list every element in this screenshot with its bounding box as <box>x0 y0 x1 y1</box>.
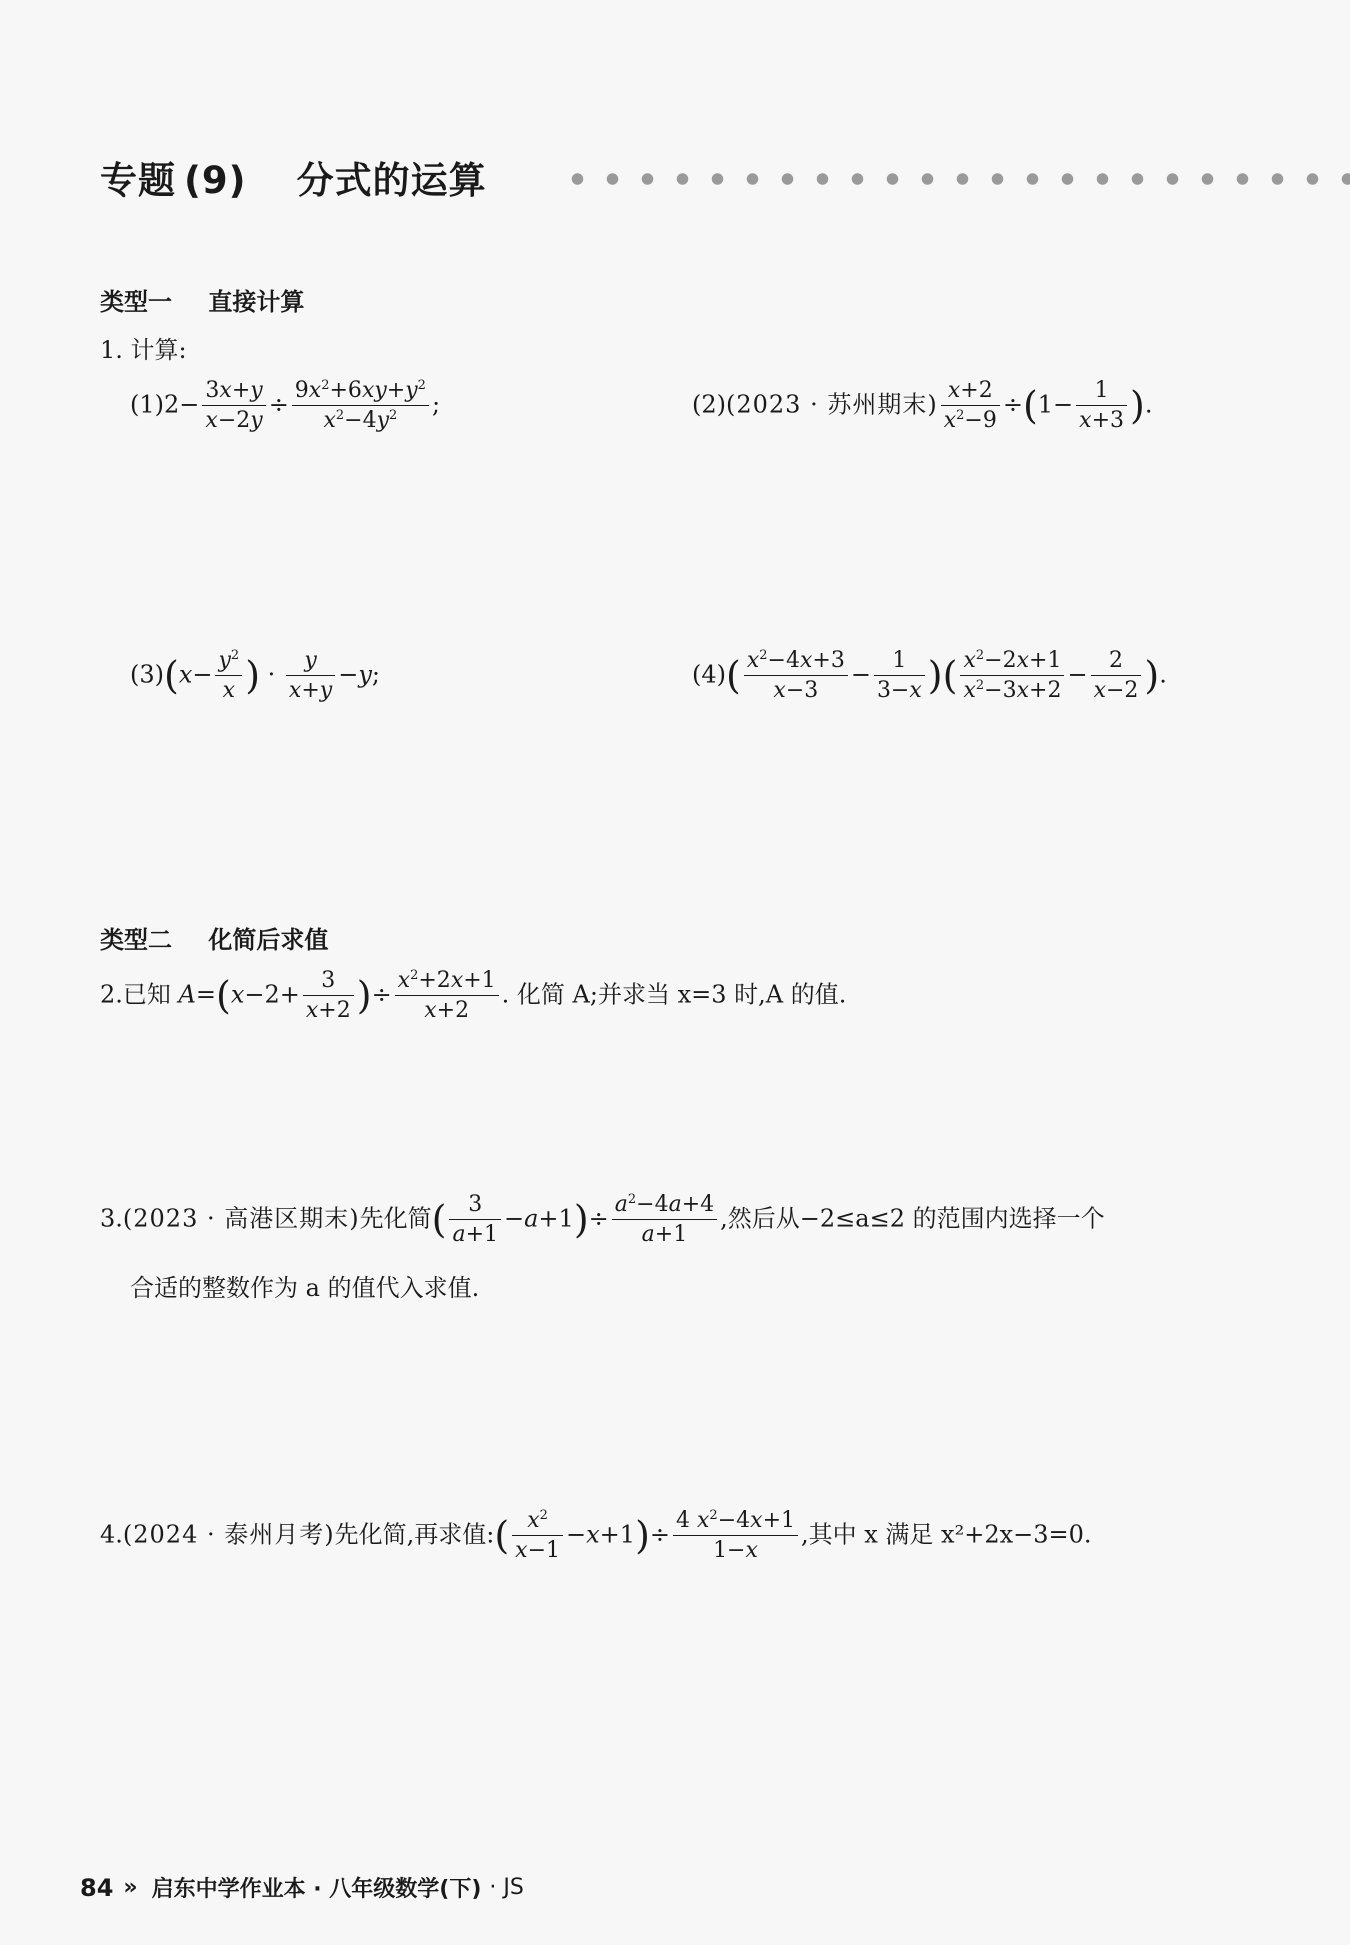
question-1-part-3: (3)(x− $\frac{y^2}{x}$ ) · $\frac{y}{x+y}$ −y; <box>130 648 380 704</box>
section-heading-1 <box>100 282 304 317</box>
page-number: 84 <box>80 1873 114 1902</box>
question-3: 3.(2023 · 高港区期末)先化简( $\frac{3}{a+1}$ −a+1)÷ $\frac{a^2-4a+4}{a+1}$ ,然后从−2≤a≤2 的范围内选择一个 <box>100 1192 1105 1248</box>
question-lead: 已知 <box>122 980 171 1009</box>
fraction: $\frac{y^2}{x}$ <box>215 648 242 704</box>
part-label: (4) <box>692 660 726 689</box>
question-1-part-1: (1)2− $\frac{3x+y}{x-2y}$ ÷ $\frac{9x^2+6xy+y^2}{x^2-4y^2}$ ; <box>130 378 441 434</box>
edition-tag: · JS <box>489 1875 524 1900</box>
fraction: $\frac{1}{3-x}$ <box>874 648 925 704</box>
question-number: 2. <box>100 980 123 1009</box>
question-1-stem: 1. 计算: <box>100 336 187 364</box>
question-1-part-2: (2)(2023 · 苏州期末) $\frac{x+2}{x^2-9}$ ÷(1− $\frac{1}{x+3}$ ). <box>692 378 1153 434</box>
section-label: 类型二 <box>100 926 172 954</box>
question-3-continuation: 合适的整数作为 a 的值代入求值. <box>130 1274 480 1302</box>
section-title: 化简后求值 <box>208 926 329 954</box>
question-number: 3. <box>100 1204 123 1233</box>
question-lead: 先化简,再求值: <box>334 1520 495 1549</box>
fraction: $\frac{x^2-4x+3}{x-3}$ <box>744 648 848 704</box>
question-2: 2.已知 A=(x−2+ $\frac{3}{x+2}$ )÷ $\frac{x^2+2x+1}{x+2}$ . 化简 A;并求当 x=3 时,A 的值. <box>100 968 847 1024</box>
question-4: 4.(2024 · 泰州月考)先化简,再求值:( $\frac{x^2}{x-1}$ −x+1)÷ $\frac{4 x^2-4x+1}{1-x}$ ,其中 x 满足 x²+2x−3=0. <box>100 1508 1092 1564</box>
question-number: 4. <box>100 1520 123 1549</box>
page-title <box>100 150 487 204</box>
fraction: $\frac{3}{x+2}$ <box>303 968 354 1024</box>
fraction: $\frac{a^2-4a+4}{a+1}$ <box>612 1192 717 1248</box>
question-tail: . 化简 A;并求当 x=3 时,A 的值. <box>501 980 847 1009</box>
fraction: $\frac{x^2-2x+1}{x^2-3x+2}$ <box>960 648 1064 704</box>
fraction: $\frac{x^2+2x+1}{x+2}$ <box>395 968 499 1024</box>
fraction: $\frac{x+2}{x^2-9}$ <box>941 378 1000 434</box>
source-tag: (2024 · 泰州月考) <box>122 1520 335 1549</box>
title-dot-divider <box>560 172 1350 186</box>
question-lead: 先化简 <box>359 1204 432 1233</box>
part-label: (1) <box>130 390 164 419</box>
fraction: $\frac{4 x^2-4x+1}{1-x}$ <box>673 1508 798 1564</box>
page-footer <box>80 1872 524 1903</box>
section-label: 类型一 <box>100 288 172 316</box>
section-heading-2 <box>100 920 328 955</box>
part-label: (2) <box>692 390 726 419</box>
chevron-right-icon: » <box>123 1875 138 1900</box>
fraction: $\frac{y}{x+y}$ <box>286 648 335 704</box>
part-label: (3) <box>130 660 164 689</box>
topic-name: 分式的运算 <box>296 159 487 202</box>
fraction: $\frac{9x^2+6xy+y^2}{x^2-4y^2}$ <box>292 378 429 434</box>
fraction: $\frac{1}{x+3}$ <box>1076 378 1127 434</box>
fraction: $\frac{2}{x-2}$ <box>1091 648 1142 704</box>
topic-number: (9) <box>184 159 247 202</box>
question-1-part-4: (4)( $\frac{x^2-4x+3}{x-3}$ − $\frac{1}{3-x}$ )( $\frac{x^2-2x+1}{x^2-3x+2}$ − $\frac{2}{x-2}$ ). <box>692 648 1167 704</box>
source-tag: (2023 · 苏州期末) <box>726 390 938 419</box>
fraction: $\frac{3}{a+1}$ <box>449 1192 501 1248</box>
book-title: 启东中学作业本 · 八年级数学(下) <box>151 1877 482 1902</box>
topic-label: 专题 <box>100 159 176 202</box>
section-title: 直接计算 <box>208 288 305 316</box>
question-tail: ,其中 x 满足 x²+2x−3=0. <box>801 1520 1092 1549</box>
source-tag: (2023 · 高港区期末) <box>122 1204 360 1233</box>
fraction: $\frac{x^2}{x-1}$ <box>512 1508 563 1564</box>
fraction: $\frac{3x+y}{x-2y}$ <box>202 378 265 434</box>
question-tail: ,然后从−2≤a≤2 的范围内选择一个 <box>720 1204 1105 1233</box>
